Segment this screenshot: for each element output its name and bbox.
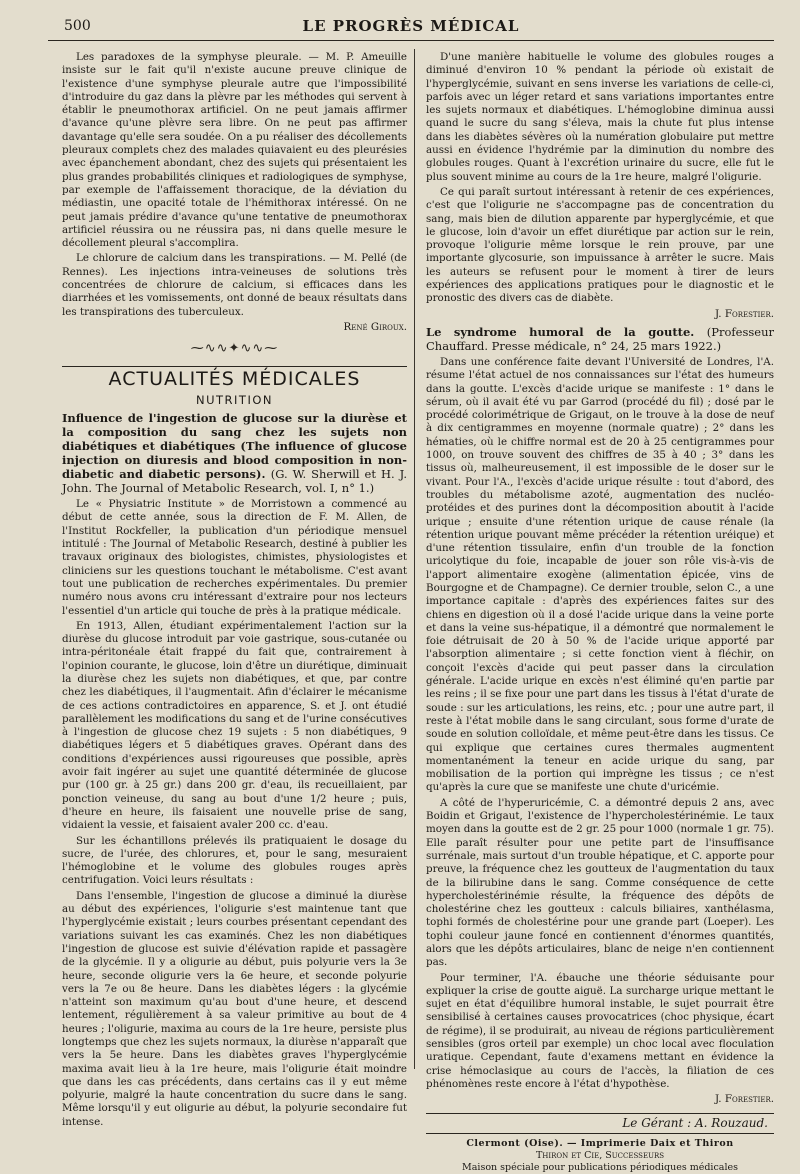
column-divider: [414, 49, 415, 1069]
signature-forestier-2: J. Forestier.: [714, 1093, 774, 1106]
imprint-line-3: Maison spéciale pour publications périodiques médicales: [462, 1161, 738, 1173]
article-title-text: Influence de l'ingestion de glucose sur la diurèse et la composition du sang chez les sujets non diabétiques et diabétiques (The influence of glucose injection on diuresis and blood composition in non-diabetic and diabetic persons).: [62, 411, 407, 482]
left-column: [62, 51, 407, 1131]
article-citation: (G. W. Sherwill et H. J. John. The Journal of Metabolic Research, vol. I, n° 1.): [62, 467, 407, 496]
paragraph-resultats: Dans l'ensemble, l'ingestion de glucose a diminué la diurèse au début des expériences, l'oligurie s'est maintenue tant que l'hyperglycémie existait ; leurs courbes présentant cependant des variations suivant les cas examinés. Chez les non diabétiques l'ingestion de glucose est suivie d'élévation rapide et passagère de la glycémie. Il y a oligurie au début, puis polyurie vers la 3e heure, seconde oligurie vers la 6e heure, et seconde polyurie vers la 7e ou 8e heure. Dans les diabètes légers : la glycémie n'atteint son maximum qu'au bout d'une heure, et descend lentement, régulièrement à sa valeur primitive au bout de 4 heures ; l'oligurie, maxima au cours de la 1re heure, persiste plus longtemps que chez les sujets normaux, la diurèse n'apparaît que vers la 5e heure. Dans les diabètes graves l'hyperglycémie maxima avait lieu à la 1re heure, mais l'oligurie était moindre que dans les cas précédents, dans certains cas il y eut même polyurie, malgré la haute concentration du sucre dans le sang. Même lorsqu'il y eut oligurie au début, la polyurie secondaire fut intense.: [62, 889, 407, 1128]
paragraph-crise: Pour terminer, l'A. ébauche une théorie séduisante pour expliquer la crise de goutte aiguë. La surcharge urique mettant le sujet en état d'équilibre humoral instable, le sujet pourrait être sensibilisé à certaines causes provocatrices (choc physique, écart de régime), il se produirait, au niveau de régions particulièrement sensibles (gros orteil par exemple) un choc local avec floculation uratique. Cependant, faute d'examens mettant en évidence la crise hémoclasique au cours de l'accès, la filiation de ces phénomènes reste encore à l'état d'hypothèse.: [426, 971, 774, 1090]
printer-imprint: [426, 1138, 774, 1174]
imprint-line-2: Thiron et Cie, Successeurs: [535, 1149, 665, 1161]
imprint-line-1: Clermont (Oise). — Imprimerie Daix et Thiron: [466, 1137, 734, 1149]
signature-giroux: René Giroux.: [343, 320, 407, 333]
paragraph-conference: Dans une conférence faite devant l'Université de Londres, l'A. résume l'état actuel de nos connaissances sur l'état des humeurs dans la goutte. L'excès d'acide urique se manifeste : 1° dans le sérum, où il avait été vu par Garrod (procédé du fil) ; dosé par le procédé colorimétrique de Grigaut, on le trouve à la dose de neuf à dix centigrammes en moyenne (normale quatre) ; 2° dans les hématies, où le chiffre normal est de 20 à 25 centigrammes pour 1000, on trouve souvent des chiffres de 35 à 40 ; 3° dans les tissus où, malheureusement, il est impossible de le doser sur le vivant. Pour l'A., l'excès d'acide urique résulte : tout d'abord, des troubles du métabolisme azoté, augmentation des nucléo-protéides et des purines dont la décomposition aboutit à l'acide urique ; ensuite d'une rétention urique de cause rénale (la rétention urique pouvant même précéder la rétention uréique) et d'une rétention tissulaire, enfin d'un trouble de la fonction uricolytique du foie, incapable de jouer son rôle vis-à-vis de l'apport alimentaire exogène (alimentation épicée, vins de Bourgogne et de Champagne). Ce dernier trouble, selon C., a une importance capitale : d'après des expériences faites sur des chiens en digestion où il a dosé l'acide urique dans la veine porte et dans la veine sus-hépatique, il a démontré que normalement le foie détruisait de 20 à 50 % de l'acide urique apporté par l'absorption alimentaire ; si cette fonction vient à fléchir, on conçoit l'excès d'acide qui peut passer dans la circulation générale. L'acide urique en excès n'est éliminé qu'en partie par les reins ; il se fixe pour une part dans les tissus à l'état d'urate de soude : sur les articulations, les reins, etc. ; pour une autre part, il reste à l'état mobile dans le sang circulant, sous forme d'urate de soude en solution colloïdale, et même peut-être dans les tissus. Ce qui explique que certaines cures thermales augmentent momentanément la teneur en acide urique du sang, par mobilisation de la portion qui imprègne les tissus ; ce n'est qu'après la cure que se manifeste une chute d'uricémie.: [426, 355, 774, 794]
paragraph-institute: Le « Physiatric Institute » de Morristown a commencé au début de cette année, sous la direction de F. M. Allen, de l'Institut Rockfeller, la publication d'un périodique mensuel intitulé : The Journal of Metabolic Research, destiné à publier les travaux originaux des biologistes, chimistes, physiologistes et cliniciens sur les questions touchant le métabolisme. C'est avant tout une publication de recherches expérimentales. Du premier numéro nous avons cru intéressant d'extraire pour nos lecteurs l'essentiel d'un article qui touche de près à la pratique médicale.: [62, 498, 407, 617]
paragraph-cholesterine: A côté de l'hyperuricémie, C. a démontré depuis 2 ans, avec Boidin et Grigaut, l'existence de l'hypercholestérinémie. Le taux moyen dans la goutte est de 2 gr. 25 pour 1000 (normale 1 gr. 75). Elle paraît résulter pour une petite part de l'insuffisance surrénale, mais surtout d'un trouble hépatique, et C. apporte pour preuve, la fréquence chez les goutteux de l'augmentation du taux de la bilirubine dans le sang. Comme conséquence de cette hypercholestérinémie résulte, la fréquence des dépôts de cholestérine chez les goutteux : calculs biliaires, xanthélasma, tophi formés de cholestérine pour une grande part (Loeper). Les tophi couleur jaune foncé en contiennent d'énormes quantités, alors que les dépôts articulaires, blanc de neige n'en contiennent pas.: [426, 796, 774, 969]
article-title-glucose: [62, 411, 407, 495]
gerant-line: Le Gérant : A. Rouzaud.: [426, 1113, 774, 1134]
paragraph-conclusion: Ce qui paraît surtout intéressant à retenir de ces expériences, c'est que l'oligurie ne s'accompagne pas de concentration du sang, mais bien de dilution apparente par hyperglycémie, et que le glucose, loin d'avoir un effet diurétique par action sur le rein, provoque l'oligurie même lorsque le rein prouve, par une importante glycosurie, son impuissance à arrêter le sucre. Mais les auteurs se refusent pour le moment à tirer de leurs expériences des applications pratiques pour le diagnostic et le pronostic des divers cas de diabète.: [426, 185, 774, 305]
paragraph-chlorure: Le chlorure de calcium dans les transpirations. — M. Pellé (de Rennes). Les injections intra-veineuses de solutions très concentrées de chlorure de calcium, si efficaces dans les diarrhées et les vomissements, ont donné de beaux résultats dans les transpirations des tuberculeux.: [62, 252, 407, 318]
right-column: [426, 51, 774, 1174]
paragraph-globules: D'une manière habituelle le volume des globules rouges a diminué d'environ 10 % pendant la période où existait de l'hyperglycémie, suivant en sens inverse les variations de celle-ci, parfois avec un léger retard et sans variations importantes entre les sujets normaux et diabétiques. L'hémoglobine diminua aussi quand le sucre du sang s'éleva, mais la chute fut plus intense dans les diabètes sévères où la numération globulaire put mettre aussi en évidence l'hydrémie par la diminution du nombre des globules rouges. Quant à l'excrétion urinaire du sucre, elle fut le plus souvent minime au cours de la 1re heure, malgré l'oligurie.: [426, 51, 774, 183]
two-column-body: [48, 41, 774, 1173]
article-title-goutte: [426, 325, 774, 353]
ornament-divider: ⁓∿∿✦∿∿⁓: [190, 341, 279, 357]
page-number: 500: [64, 18, 91, 34]
section-title: ACTUALITÉS MÉDICALES: [62, 366, 407, 386]
signature-forestier-1: J. Forestier.: [714, 307, 774, 320]
page-header: [48, 14, 774, 41]
article-title-text: Le syndrome humoral de la goutte.: [426, 324, 695, 339]
paragraph-allen: En 1913, Allen, étudiant expérimentalement l'action sur la diurèse du glucose introduit par voie gastrique, sous-cutanée ou intra-péritonéale était frappé du fait que, contrairement à l'opinion courante, le glucose, loin d'être un diurétique, diminuait la diurèse chez les sujets non diabétiques, et que, par contre chez les diabétiques, il l'augmentait. Afin d'éclairer le mécanisme de ces actions contradictoires en apparence, S. et J. ont étudié parallèlement les modifications du sang et de l'urine consécutives à l'ingestion de glucose chez 19 sujets : 5 non diabétiques, 9 diabétiques légers et 5 diabétiques graves. Opérant dans des conditions d'expériences aussi rigoureuses que possible, après avoir fait ingérer au sujet une quantité déterminée de glucose pur (100 gr. à 25 gr.) dans 200 gr. d'eau, ils recueillaient, par ponction veineuse, du sang au bout d'une 1/2 heure ; puis, d'heure en heure, ils faisaient une nouvelle prise de sang, vidaient la vessie, et faisaient avaler 200 cc. d'eau.: [62, 619, 407, 832]
journal-title: LE PROGRÈS MÉDICAL: [302, 17, 520, 35]
subsection-title: NUTRITION: [196, 392, 273, 407]
article-citation: (Professeur Chauffard. Presse médicale, n° 24, 25 mars 1922.): [426, 324, 774, 353]
paragraph-symphyse: Les paradoxes de la symphyse pleurale. — M. P. Ameuille insiste sur le fait qu'il n'existe aucune preuve clinique de l'existence d'une symphyse pleurale autre que l'impossibilité d'introduire du gaz dans la plèvre par les méthodes qui servent à établir le pneumothorax artificiel. On ne peut jamais affirmer d'avance qu'une plèvre sera libre. On ne peut pas affirmer davantage qu'elle sera soudée. On a pu réaliser des décollements pleuraux complets chez des malades quiavaient eu des pleurésies avec épanchement abondant, chez des sujets qui présentaient les plus grandes probabilités cliniques et radiologiques de symphyse, par exemple de l'affaissement thoracique, de la déviation du médiastin, une opacité totale de l'hémithorax intéressé. On ne peut jamais prédire d'avance qu'une tentative de pneumothorax artificiel réussira ou ne réussira pas, ni dans quelle mesure le décollement pleural s'accomplira.: [62, 51, 407, 250]
paragraph-echantillons: Sur les échantillons prélevés ils pratiquaient le dosage du sucre, de l'urée, des chlorures, et, pour le sang, mesuraient l'hémoglobine et le volume des globules rouges après centrifugation. Voici leurs résultats :: [62, 834, 407, 887]
